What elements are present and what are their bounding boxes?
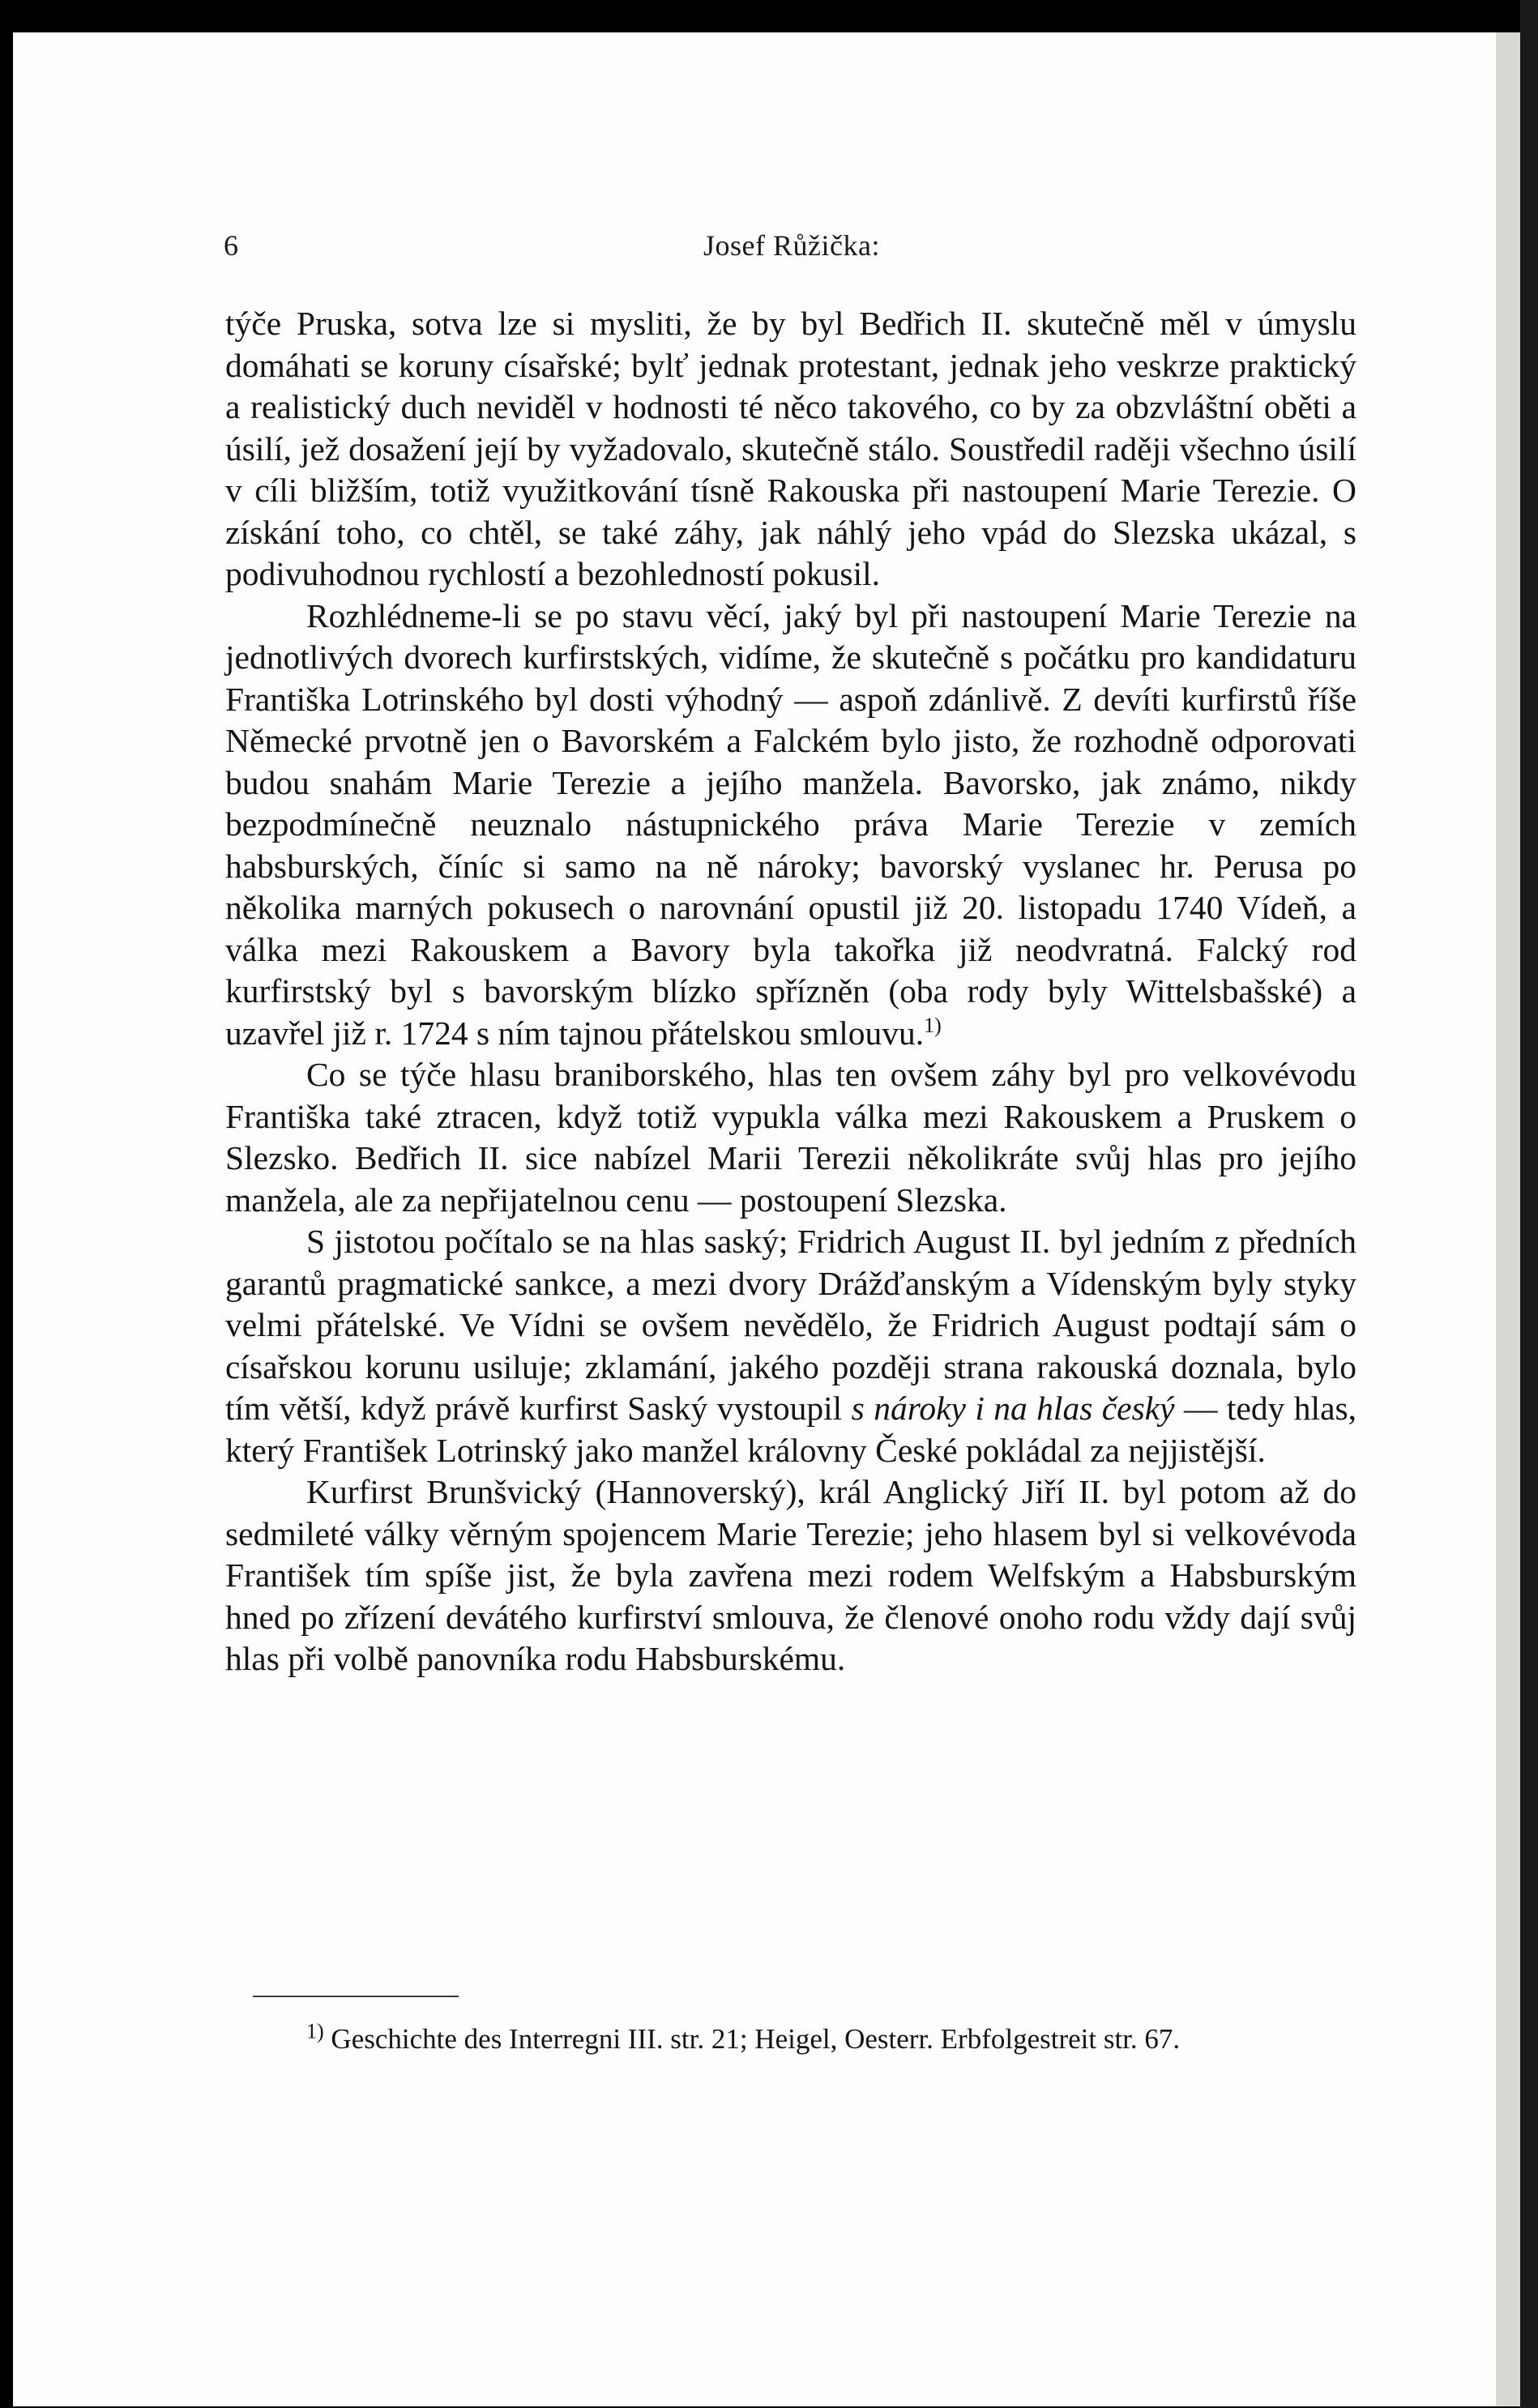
paragraph-4 [225, 1221, 1356, 1471]
paragraph-4-text-after: — tedy hlas, který František Lotrinský jako manžel královny České pokládal za nejjistější. [225, 1390, 1357, 1469]
footnote-marker: 1) [306, 2019, 324, 2043]
footnote-rule [253, 1996, 459, 1997]
paragraph-2-text: Rozhlédneme-li se po stavu věcí, jaký byl při nastoupení Marie Terezie na jednotlivých dvorech kurfirstských, vidíme, že skutečně s počátku pro kandidaturu Františka Lotrinského byl dosti výhodný — aspoň zdánlivě. Z devíti kurfirstů říše Německé prvotně jen o Bavorském a Falckém bylo jisto, že rozhodně odporovati budou snahám Marie Terezie a jejího manžela. Bavorsko, jak známo, nikdy bezpodmínečně neuznalo nástupnického práva Marie Terezie v zemích habsburských, číníc si samo na ně nároky; bavorský vyslanec hr. Perusa po několika marných pokusech o narovnání opustil již 20. listopadu 1740 Vídeň, a válka mezi Rakouskem a Bavory byla takořka již neodvratná. Falcký rod kurfirstský byl s bavorským blízko spřízněn (oba rody byly Wittelsbašské) a uzavřel již r. 1724 s ním tajnou přátelskou smlouvu. [225, 596, 1356, 1052]
running-head: Josef Růžička: [703, 229, 880, 262]
footnote-line [225, 2021, 1356, 2058]
footnote-text: Geschichte des Interregni III. str. 21; Heigel, Oesterr. Erbfolgestreit str. 67. [331, 2023, 1181, 2055]
page-header [212, 228, 1371, 269]
paragraph-4-italic: s nároky i na hlas český [851, 1390, 1175, 1427]
paragraph-5: Kurfirst Brunšvický (Hannoverský), král Anglický Jiří II. byl potom až do sedmileté války věrným spojencem Marie Terezie; jeho hlasem byl si velkovévoda František tím spíše jist, že byla zavřena mezi rodem Welfským a Habsburským hned po zřízení devátého kurfirství smlouva, že členové onoho rodu vždy dají svůj hlas při volbě panovníka rodu Habsburskému. [225, 1473, 1356, 1677]
page-number: 6 [224, 229, 238, 262]
paragraph-1: týče Pruska, sotva lze si mysliti, že by byl Bedřich II. skutečně měl v úmyslu domáhati se koruny císařské; bylť jednak protestant, jednak jeho veskrze praktický a realistický duch neviděl v hodnosti té něco takového, co by za obzvláštní oběti a úsilí, jež dosažení její by vyžadovalo, skutečně stálo. Soustředil raději všechno úsilí v cíli bližším, totiž využitkování tísně Rakouska při nastoupení Marie Terezie. O získání toho, co chtěl, se také záhy, jak náhlý jeho vpád do Slezska ukázal, s podivuhodnou rychlostí a bezohledností pokusil. [225, 305, 1356, 592]
body-text [225, 303, 1356, 1680]
scan-border [1520, 0, 1538, 2408]
footnote-reference: 1) [924, 1013, 942, 1037]
paragraph-4-text-before: S jistotou počítalo se na hlas saský; Fridrich August II. byl jedním z předních garantů pragmatické sankce, a mezi dvory Drážďanským a Vídenským byly styky velmi přátelské. Ve Vídni se ovšem nevědělo, že Fridrich August podtají sám o císařskou korunu usiluje; zklamání, jakého později strana rakouská doznala, bylo tím větší, když právě kurfirst Saský vystoupil [225, 1223, 1356, 1427]
page-edge [1496, 32, 1520, 2406]
paragraph-3: Co se týče hlasu braniborského, hlas ten ovšem záhy byl pro velkovévodu Františka také ztracen, když totiž vypukla válka mezi Rakouskem a Pruskem o Slezsko. Bedřich II. sice nabízel Marii Terezii několikráte svůj hlas pro jejího manžela, ale za nepřijatelnou cenu — postoupení Slezska. [225, 1056, 1356, 1219]
paragraph-2 [225, 596, 1356, 1055]
footnote [225, 2021, 1356, 2058]
